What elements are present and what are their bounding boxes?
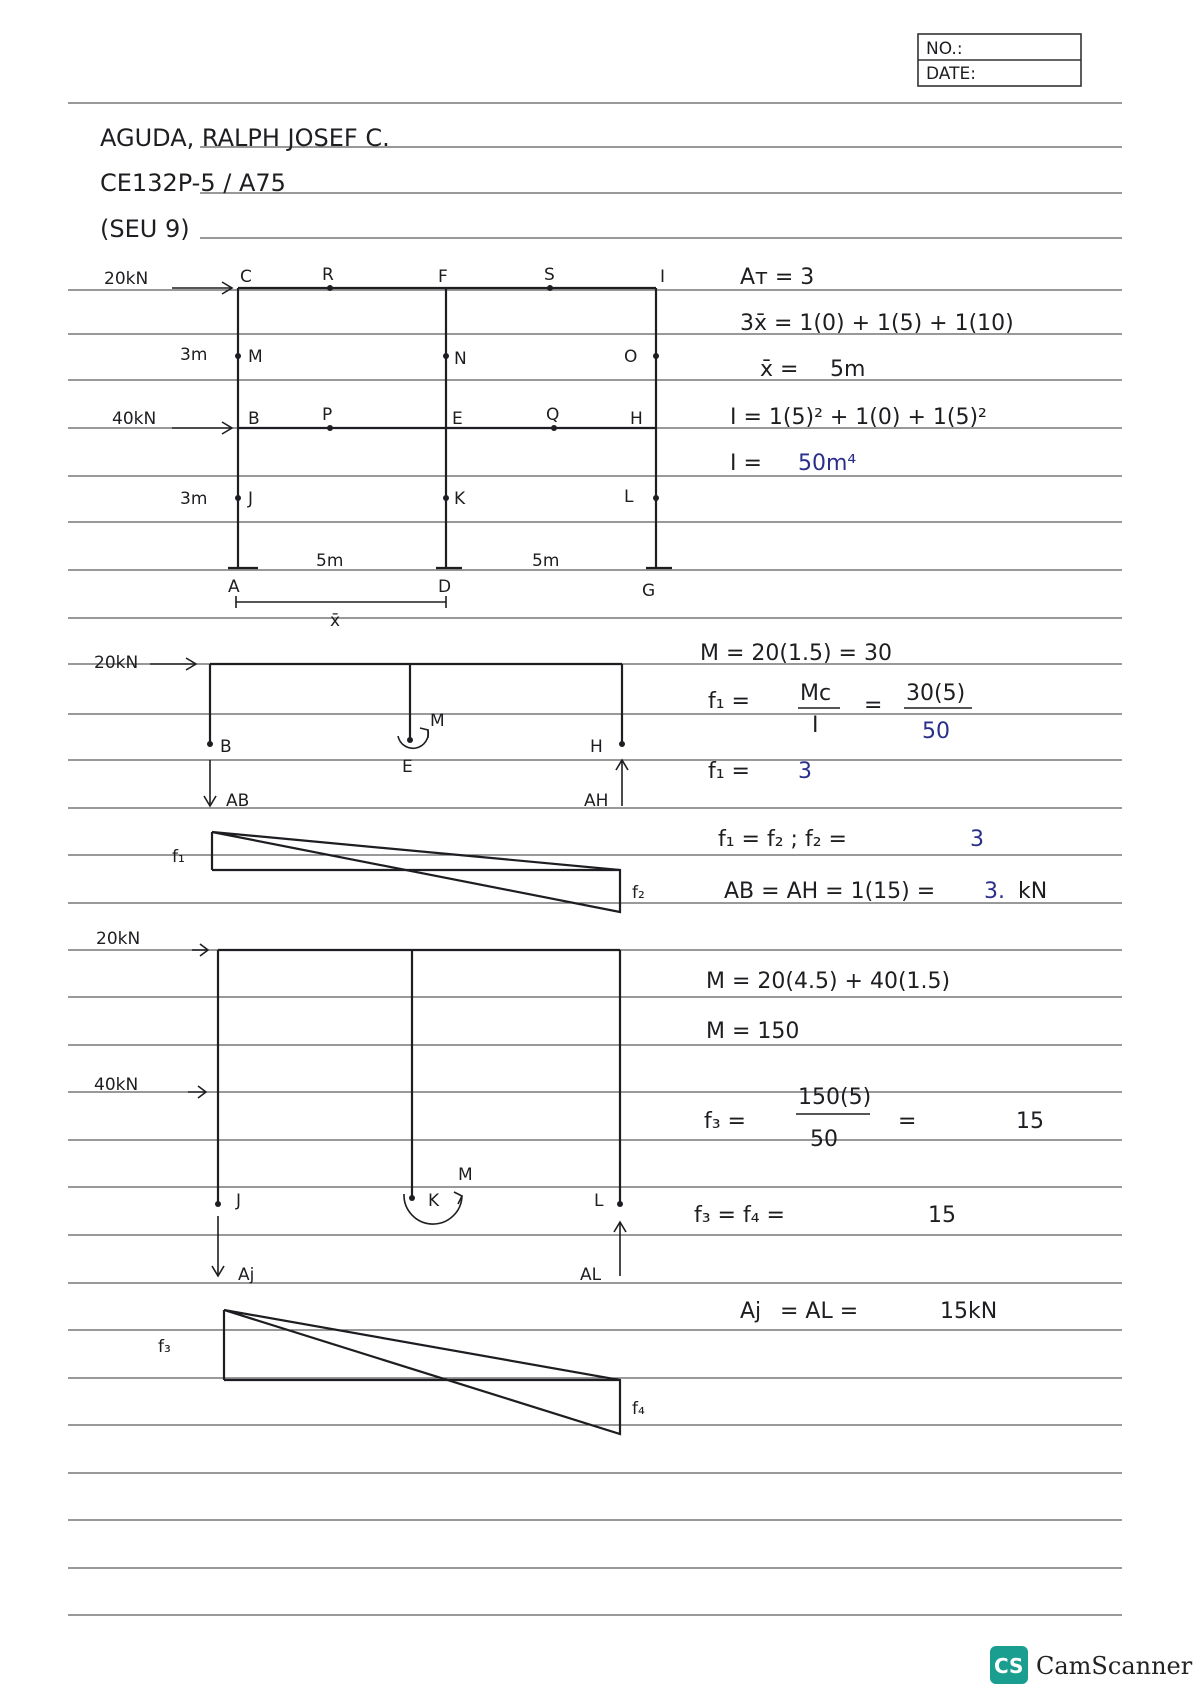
header [100, 124, 390, 243]
node-r: R [322, 265, 334, 285]
section1-f1-label: f₁ [172, 847, 185, 867]
height-bottom-label: 3m [180, 489, 208, 509]
section2-f3-den: 50 [810, 1127, 838, 1152]
node-b: B [248, 409, 260, 429]
section2-f4-value: 15 [928, 1203, 956, 1228]
section1-node-e: E [402, 757, 413, 777]
section1-moment-label: M [430, 711, 445, 731]
section2-f4-eq: f₃ = f₄ = [694, 1203, 785, 1228]
student-name: AGUDA, RALPH JOSEF C. [100, 124, 390, 152]
xbar-result-label: x̄ = [760, 357, 799, 382]
section2-moment-result: M = 150 [706, 1019, 800, 1044]
node-l: L [624, 487, 634, 507]
span-left-label: 5m [316, 551, 344, 571]
section2-reaction-value: 15kN [940, 1299, 998, 1324]
section1-node-b: B [220, 737, 232, 757]
section2-reaction-aj: Aj [740, 1299, 762, 1324]
section2-f3-eq: = [898, 1109, 917, 1134]
node-k: K [454, 489, 466, 509]
section2-moment-eq: M = 20(4.5) + 40(1.5) [706, 969, 951, 994]
section1-f1-formula-label: f₁ = [708, 689, 750, 714]
section2-node-l: L [594, 1191, 604, 1211]
span-right-label: 5m [532, 551, 560, 571]
section2-f4-label: f₄ [632, 1399, 645, 1419]
inertia-result-label: I = [730, 451, 762, 476]
section2-reaction-left: Aj [238, 1265, 255, 1285]
section1-reaction-value: 3. [984, 879, 1005, 904]
section1-reaction-eq: AB = AH = 1(15) = [724, 879, 936, 904]
node-d: D [438, 577, 452, 597]
section2-f3-value: 15 [1016, 1109, 1044, 1134]
section1-f1-result-label: f₁ = [708, 759, 750, 784]
node-c: C [240, 267, 252, 287]
section1-f1-num: Mc [800, 681, 832, 706]
section1-reaction-unit: kN [1018, 879, 1048, 904]
section2-reaction-al: = AL = [780, 1299, 859, 1324]
node-e: E [452, 409, 463, 429]
node-p: P [322, 405, 333, 425]
node-o: O [624, 347, 638, 367]
section1-equations [700, 641, 1047, 904]
node-f: F [438, 267, 448, 287]
section1-reaction-right: AH [584, 791, 609, 811]
node-n: N [454, 349, 467, 369]
section1-f1-rnum: 30(5) [906, 681, 966, 706]
section1-f1-den: I [812, 713, 819, 738]
xbar-equation: 3x̄ = 1(0) + 1(5) + 1(10) [740, 311, 1014, 336]
node-g: G [642, 581, 656, 601]
section2-equations [694, 969, 1044, 1324]
inertia-equation: I = 1(5)² + 1(0) + 1(5)² [730, 405, 987, 430]
section2-f3-num: 150(5) [798, 1085, 872, 1110]
node-a: A [228, 577, 240, 597]
section1-f2-value: 3 [970, 827, 984, 852]
height-top-label: 3m [180, 345, 208, 365]
xbar-result-value: 5m [830, 357, 866, 382]
course-code: CE132P-5 / A75 [100, 169, 286, 197]
centroid-calculation [730, 265, 1014, 476]
node-j: J [248, 489, 254, 509]
section1-moment-eq: M = 20(1.5) = 30 [700, 641, 892, 666]
node-m: M [248, 347, 263, 367]
section2-node-j: J [236, 1191, 242, 1211]
section1-diagram [94, 653, 645, 912]
section2-load-top: 20kN [96, 929, 141, 949]
no-date-box [918, 34, 1081, 86]
section1-f1-result-value: 3 [798, 759, 812, 784]
no-label: NO.: [926, 39, 963, 59]
section2-f3-formula-label: f₃ = [704, 1109, 746, 1134]
at-line: Aᴛ = 3 [740, 265, 815, 290]
inertia-result-value: 50m⁴ [798, 451, 857, 476]
xbar-label: x̄ [330, 611, 341, 631]
camscanner-logo-text: CS [994, 1654, 1024, 1678]
section1-reaction-left: AB [226, 791, 250, 811]
frame-diagram [104, 265, 672, 631]
section2-moment-label: M [458, 1165, 473, 1185]
section2-f3-label: f₃ [158, 1337, 171, 1357]
load-mid-label: 40kN [112, 409, 157, 429]
node-i: I [660, 267, 666, 287]
node-s: S [544, 265, 555, 285]
topic-label: (SEU 9) [100, 215, 190, 243]
section2-load-mid: 40kN [94, 1075, 139, 1095]
load-top-label: 20kN [104, 269, 149, 289]
camscanner-brand: CamScanner [1036, 1652, 1193, 1680]
date-label: DATE: [926, 64, 976, 84]
node-h: H [630, 409, 643, 429]
section1-f2-eq: f₁ = f₂ ; f₂ = [718, 827, 847, 852]
camscanner-watermark [990, 1646, 1193, 1684]
section1-f2-label: f₂ [632, 883, 645, 903]
section2-node-k: K [428, 1191, 440, 1211]
node-q: Q [546, 405, 560, 425]
section1-load-label: 20kN [94, 653, 139, 673]
section1-f1-rden: 50 [922, 719, 950, 744]
section1-node-h: H [590, 737, 603, 757]
section2-diagram [94, 929, 645, 1434]
section2-reaction-right: AL [580, 1265, 602, 1285]
section1-f1-eq: = [864, 693, 883, 718]
